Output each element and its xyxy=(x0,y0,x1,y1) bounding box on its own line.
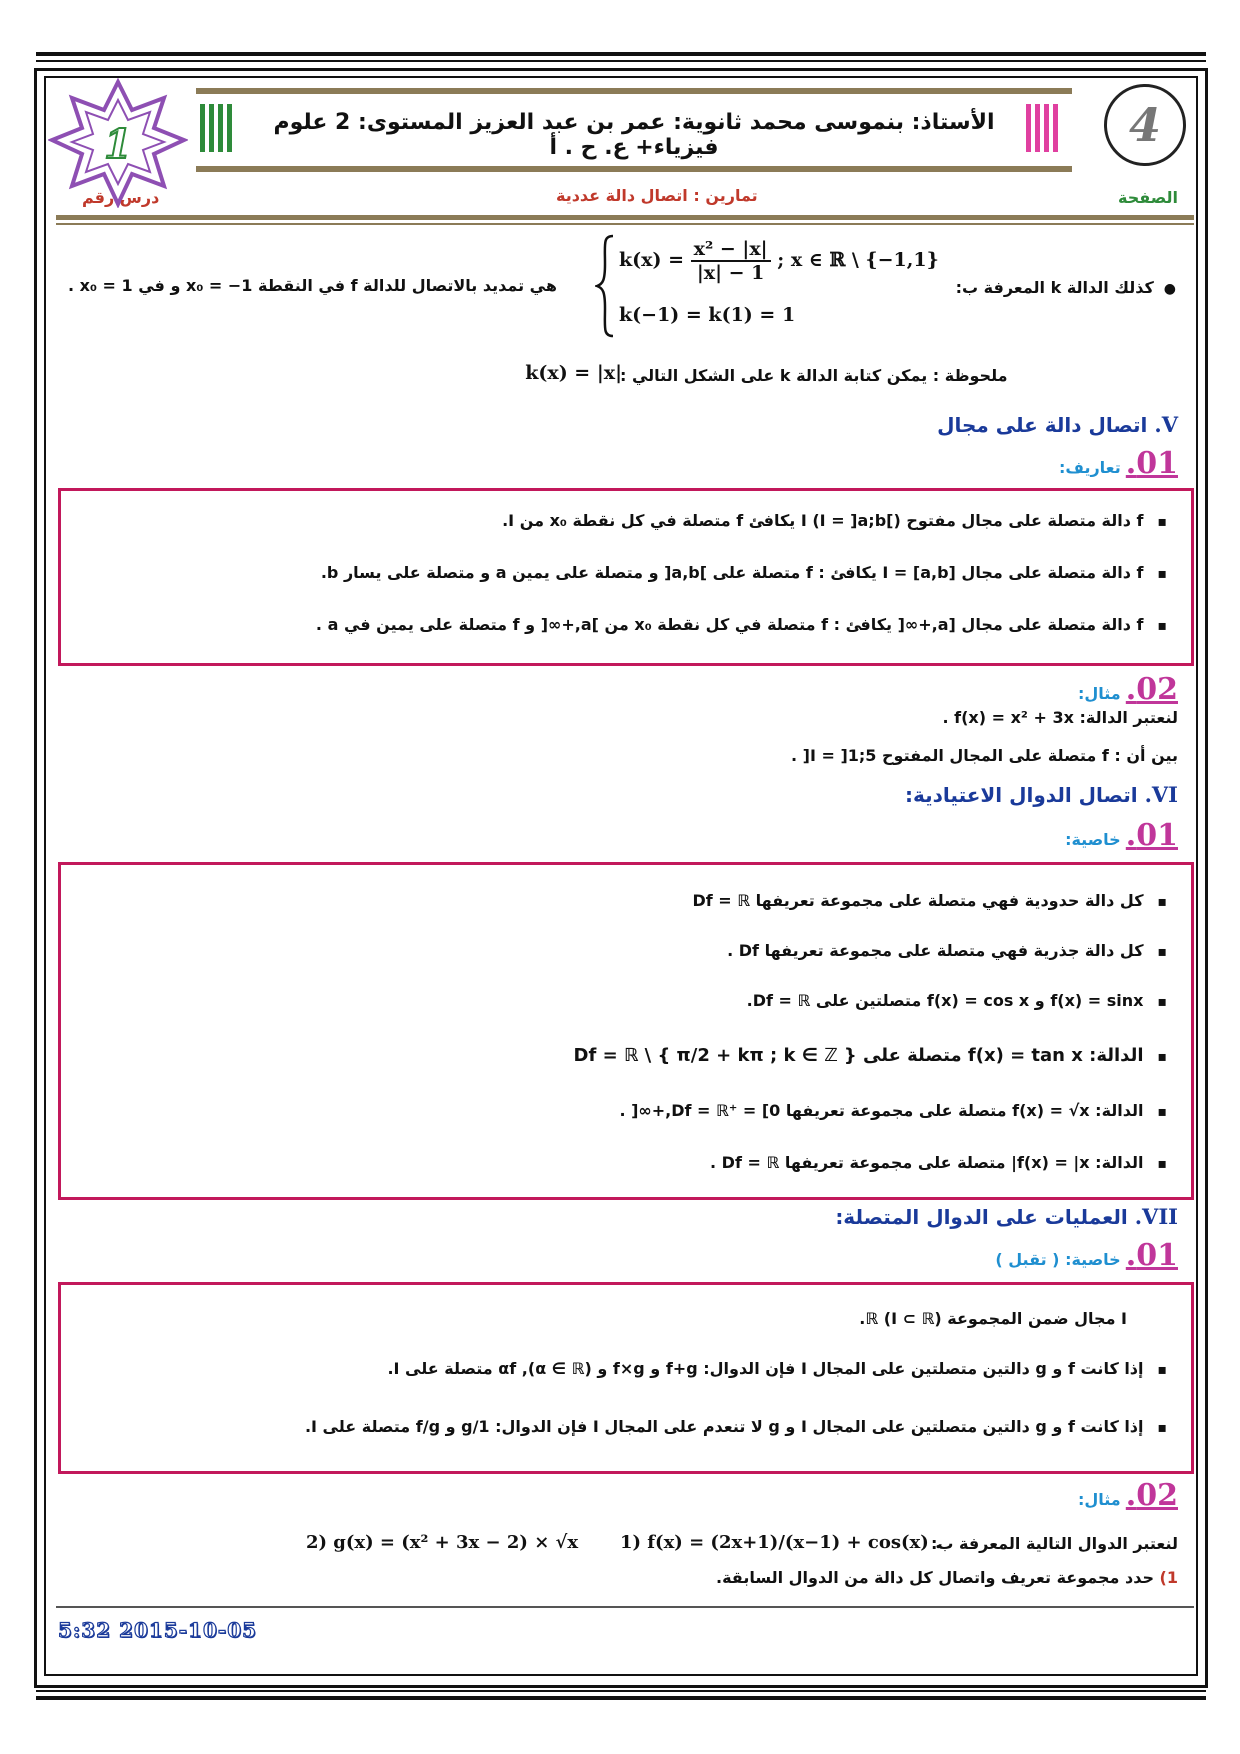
section-v-heading: V. اتصال دالة على مجال xyxy=(937,412,1178,437)
top-rule-thin xyxy=(36,60,1206,62)
section-vii-sub1: 01. خاصية: ( تقبل ) xyxy=(995,1238,1178,1273)
intro-bullet: ●كذلك الدالة k المعرفة ب: xyxy=(955,278,1176,297)
property-item: ▪ الدالة: f(x) = tan x متصلة على Df = ℝ \ { π/2 + kπ ; k ∈ ℤ } xyxy=(574,1045,1167,1066)
piecewise-k xyxy=(595,234,939,338)
page-label: الصفحة xyxy=(1117,188,1178,207)
section-vii-sub2: 02. مثال: xyxy=(1077,1478,1178,1513)
section-v-sub2: 02. مثال: xyxy=(1077,672,1178,707)
section-vi-heading: VI. اتصال الدوال الاعتيادية: xyxy=(905,782,1178,807)
header-title: الأستاذ: بنموسى محمد ثانوية: عمر بن عبد العزيز المستوى: 2 علوم فيزياء+ ع. ح . أ xyxy=(273,110,995,160)
piece-2: k(−1) = k(1) = 1 xyxy=(619,304,796,326)
property-item: ▪ الدالة: f(x) = √x متصلة على مجموعة تعريفها Df = ℝ⁺ = [0,+∞[ . xyxy=(619,1101,1167,1120)
properties-box xyxy=(58,862,1194,1200)
section-vii-heading: VII. العمليات على الدوال المتصلة: xyxy=(835,1204,1178,1229)
footer-date: 5:32 2015-10-05 xyxy=(58,1618,258,1642)
bottom-rule-thin xyxy=(36,1690,1206,1692)
property-item: ▪ f(x) = sinx و f(x) = cos x متصلتين على Df = ℝ. xyxy=(747,991,1167,1010)
definitions-box xyxy=(58,488,1194,666)
note-formula: k(x) = |x| xyxy=(525,362,622,384)
topic-title: تمارين : اتصال دالة عددية xyxy=(556,186,758,205)
definition-item: ▪ f دالة متصلة على مجال [a,+∞[ يكافئ : f متصلة في كل نقطة x₀ من ]a,+∞[ و f متصلة على يمين في a . xyxy=(316,615,1167,634)
definition-item: ▪ f دالة متصلة على مجال I = [a,b] يكافئ : f متصلة على ]a,b[ و متصلة على يمين a و متصلة على يسار b. xyxy=(321,563,1167,582)
section-v-sub1: 01. تعاريف: xyxy=(1058,446,1178,481)
left-stripes xyxy=(200,104,232,152)
brace-icon xyxy=(595,234,617,338)
operations-intro: I مجال ضمن المجموعة ℝ (I ⊂ ℝ). xyxy=(859,1309,1127,1328)
example-line-1: لنعتبر الدالة: f(x) = x² + 3x . xyxy=(942,708,1178,727)
right-stripes xyxy=(1026,104,1058,152)
piece-1: k(x) = $\frac{\text{x² − |x|}}{|x| - 1}$ ; x ∈ ℝ \ {−1,1} xyxy=(619,238,939,284)
separator xyxy=(56,215,1194,220)
property-item: ▪ كل دالة جذرية فهي متصلة على مجموعة تعريفها Df . xyxy=(727,941,1167,960)
top-rule xyxy=(36,52,1206,56)
example-line-2: بين أن : f متصلة على المجال المفتوح I = ]1;5[ . xyxy=(790,746,1178,765)
bottom-rule xyxy=(36,1696,1206,1700)
footer-separator xyxy=(56,1606,1194,1608)
question-line: 1) حدد مجموعة تعريف واتصال كل دالة من الدوال السابقة. xyxy=(716,1568,1178,1587)
example-intro: لنعتبر الدوال التالية المعرفة ب: xyxy=(930,1534,1178,1553)
header-box xyxy=(196,88,1072,172)
operation-item: ▪ إذا كانت f و g دالتين متصلتين على المجال I و g لا تنعدم على المجال I فإن الدوال: 1/g و f/g متصلة على I. xyxy=(305,1417,1167,1436)
subtitle-row xyxy=(56,184,1196,212)
lesson-badge-number: 1 xyxy=(104,121,132,168)
section-vi-sub1: 01. خاصية: xyxy=(1065,818,1178,853)
definition-item: ▪ f دالة متصلة على مجال مفتوح I (I = ]a;b[) يكافئ f متصلة في كل نقطة x₀ من I. xyxy=(502,511,1167,530)
property-item: ▪ كل دالة حدودية فهي متصلة على مجموعة تعريفها Df = ℝ xyxy=(692,891,1167,910)
page-number-badge: 4 xyxy=(1104,84,1186,166)
separator-thin xyxy=(56,223,1194,225)
example-g: 2) g(x) = (x² + 3x − 2) × √x xyxy=(306,1532,579,1553)
note-text: ملحوظة : يمكن كتابة الدالة k على الشكل التالي : xyxy=(620,366,1008,385)
property-item: ▪ الدالة: f(x) = |x| متصلة على مجموعة تعريفها Df = ℝ . xyxy=(710,1153,1167,1172)
extension-text: هي تمديد بالاتصال للدالة f في النقطة x₀ = −1 و في x₀ = 1 . xyxy=(68,276,557,295)
operation-item: ▪ إذا كانت f و g دالتين متصلتين على المجال I فإن الدوال: f+g و f×g و αf ,(α ∈ ℝ) متصلة على I. xyxy=(387,1359,1167,1378)
operations-box xyxy=(58,1282,1194,1474)
example-f: 1) f(x) = (2x+1)/(x−1) + cos(x) . xyxy=(620,1532,942,1553)
lesson-label: درس رقم xyxy=(82,188,160,207)
